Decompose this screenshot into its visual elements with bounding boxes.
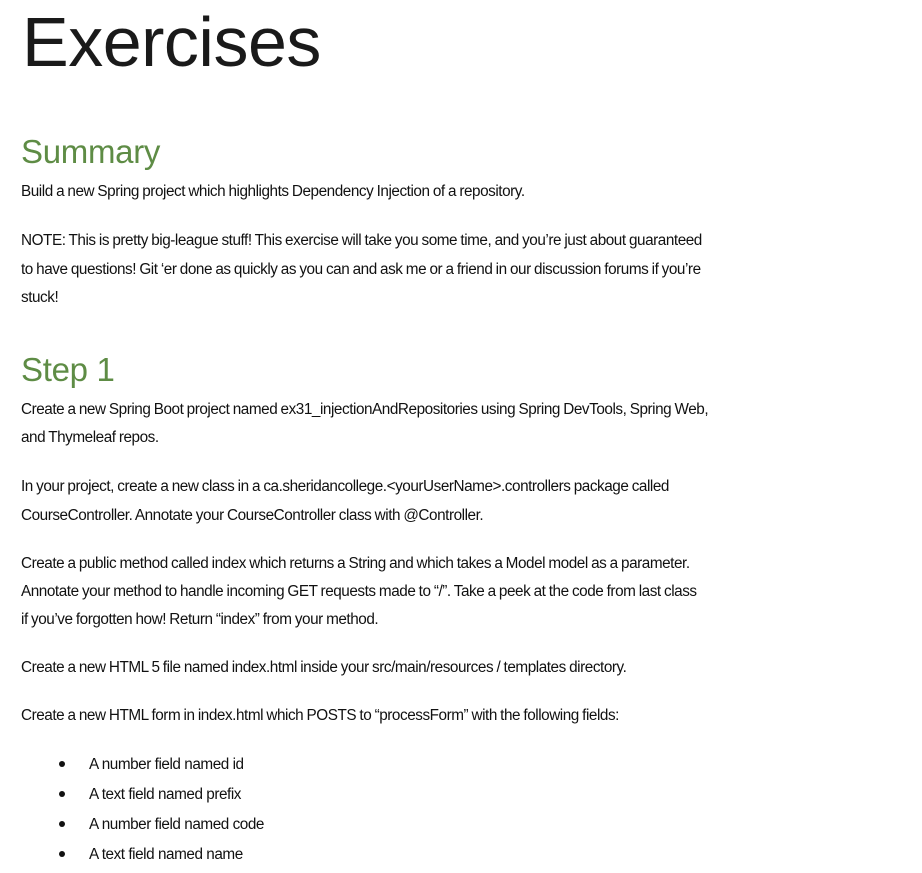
bullet-icon xyxy=(59,761,65,767)
step1-p1-line-1: Create a new Spring Boot project named ex31_injectionAndRepositories using Spring DevTools, Spring Web, xyxy=(21,401,709,418)
list-item-text: A text field named name xyxy=(89,846,243,863)
step1-p3-line-3: if you’ve forgotten how! Return “index” from your method. xyxy=(21,611,379,628)
step1-p3-line-1: Create a public method called index which returns a String and which takes a Model model as a parameter. xyxy=(21,555,690,572)
list-item-text: A text field named prefix xyxy=(89,786,242,803)
note-line-1: NOTE: This is pretty big-league stuff! This exercise will take you some time, and you’re just about guaranteed xyxy=(21,232,702,249)
summary-heading: Summary xyxy=(21,133,161,170)
list-item-text: A number field named id xyxy=(89,756,244,773)
step1-p2-line-2: CourseController. Annotate your CourseController class with @Controller. xyxy=(21,507,484,524)
summary-text: Build a new Spring project which highlights Dependency Injection of a repository. xyxy=(21,183,525,200)
step1-p2-line-1: In your project, create a new class in a ca.sheridancollege.<yourUserName>.controllers package called xyxy=(21,478,669,495)
step1-heading: Step 1 xyxy=(21,351,115,388)
step1-p4: Create a new HTML 5 file named index.html inside your src/main/resources / templates directory. xyxy=(21,659,627,676)
list-item xyxy=(59,846,243,864)
list-item xyxy=(59,756,244,774)
bullet-icon xyxy=(59,821,65,827)
note-line-2: to have questions! Git ‘er done as quickly as you can and ask me or a friend in our discussion forums if you’re xyxy=(21,261,701,278)
list-item xyxy=(59,786,241,804)
step1-p5: Create a new HTML form in index.html which POSTS to “processForm” with the following fields: xyxy=(21,707,619,724)
bullet-icon xyxy=(59,791,65,797)
page-title: Exercises xyxy=(22,3,321,81)
list-item xyxy=(59,816,264,834)
step1-p1-line-2: and Thymeleaf repos. xyxy=(21,429,159,446)
step1-p3-line-2: Annotate your method to handle incoming GET requests made to “/”. Take a peek at the code from last class xyxy=(21,583,697,600)
note-line-3: stuck! xyxy=(21,289,59,306)
bullet-icon xyxy=(59,851,65,857)
list-item-text: A number field named code xyxy=(89,816,264,833)
